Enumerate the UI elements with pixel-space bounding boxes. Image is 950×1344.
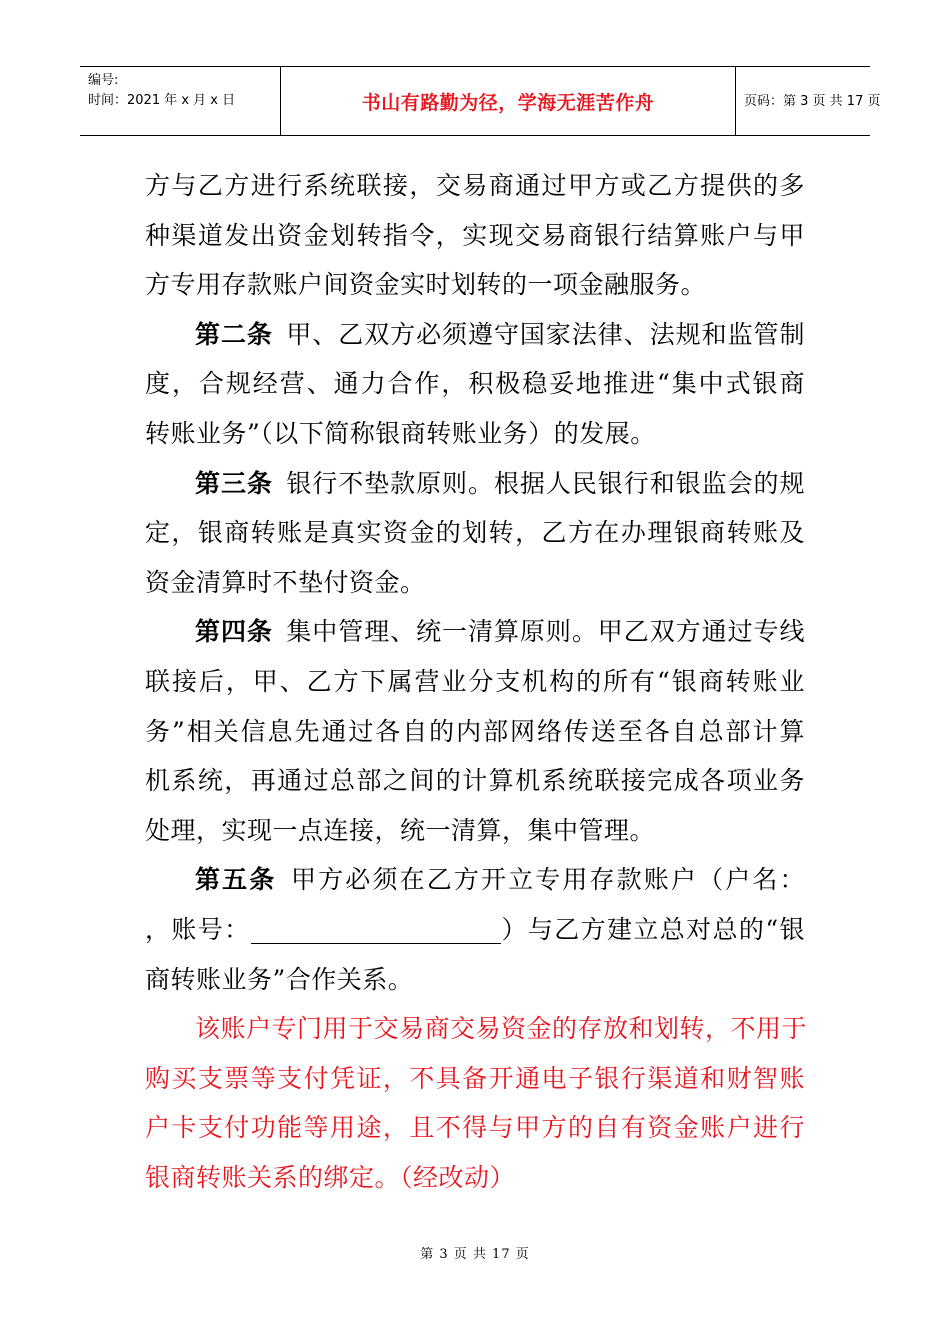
number-label: 编号: — [88, 73, 119, 88]
article-5-first-line — [145, 860, 805, 910]
body-line: 处理，实现一点连接，统一清算，集中管理。 — [145, 815, 656, 845]
article-3-first-line — [145, 464, 805, 514]
amended-line: 银商转账关系的绑定。（经改动） — [145, 1162, 516, 1192]
header-motto: 书山有路勤为径，学海无涯苦作舟 — [361, 92, 655, 114]
account-number-blank — [251, 913, 501, 944]
body-line: 资金清算时不垫付资金。 — [145, 567, 426, 597]
body-line: 联接后，甲、乙方下属营业分支机构的所有“银商转账业 — [145, 666, 805, 696]
article-4-text: 集中管理、统一清算原则。甲乙双方通过专线 — [285, 617, 805, 647]
article-2-first-line — [145, 315, 805, 365]
body-line: 度，合规经营、通力合作，积极稳妥地推进“集中式银商 — [145, 369, 805, 399]
body-line: 种渠道发出资金划转指令，实现交易商银行结算账户与甲 — [145, 220, 805, 250]
header-meta-cell — [80, 67, 281, 135]
article-5-label: 第五条 — [195, 865, 277, 895]
article-4-label: 第四条 — [195, 617, 273, 647]
body-line: 务”相关信息先通过各自的内部网络传送至各自总部计算 — [145, 716, 805, 746]
header-page-info: 页码：第 3 页 共 17 页 — [744, 94, 881, 109]
body-line: 转账业务”（以下简称银商转账业务）的发展。 — [145, 418, 656, 448]
time-label: 时间：2021 年 x 月 x 日 — [88, 93, 236, 108]
amended-line: 购买支票等支付凭证，不具备开通电子银行渠道和财智账 — [145, 1063, 805, 1093]
article-4-first-line — [145, 612, 805, 662]
account-number-after: ）与乙方建立总对总的“银 — [500, 914, 805, 944]
body-line: 定，银商转账是真实资金的划转，乙方在办理银商转账及 — [145, 518, 805, 548]
header-page-cell — [736, 67, 881, 135]
body-line: 商转账业务”合作关系。 — [145, 964, 414, 994]
article-3-text: 银行不垫款原则。根据人民银行和银监会的规 — [285, 468, 805, 498]
page-footer: 第 3 页 共 17 页 — [420, 1247, 530, 1262]
article-2-label: 第二条 — [195, 319, 273, 349]
article-5-text: 甲方必须在乙方开立专用存款账户（户名： — [289, 865, 805, 895]
article-3-label: 第三条 — [195, 468, 273, 498]
header-motto-cell — [281, 67, 736, 135]
amended-line: 户卡支付功能等用途，且不得与甲方的自有资金账户进行 — [145, 1113, 805, 1143]
amended-line: 该账户专门用于交易商交易资金的存放和划转，不用于 — [195, 1014, 808, 1044]
account-number-label: ，账号： — [145, 914, 251, 944]
body-line: 方专用存款账户间资金实时划转的一项金融服务。 — [145, 270, 707, 300]
account-number-line — [145, 910, 805, 960]
article-2-text: 甲、乙双方必须遵守国家法律、法规和监管制 — [285, 319, 805, 349]
body-line: 方与乙方进行系统联接，交易商通过甲方或乙方提供的多 — [145, 171, 805, 200]
document-header — [80, 66, 881, 136]
body-line: 机系统，再通过总部之间的计算机系统联接完成各项业务 — [145, 766, 805, 796]
document-body — [145, 166, 808, 1207]
